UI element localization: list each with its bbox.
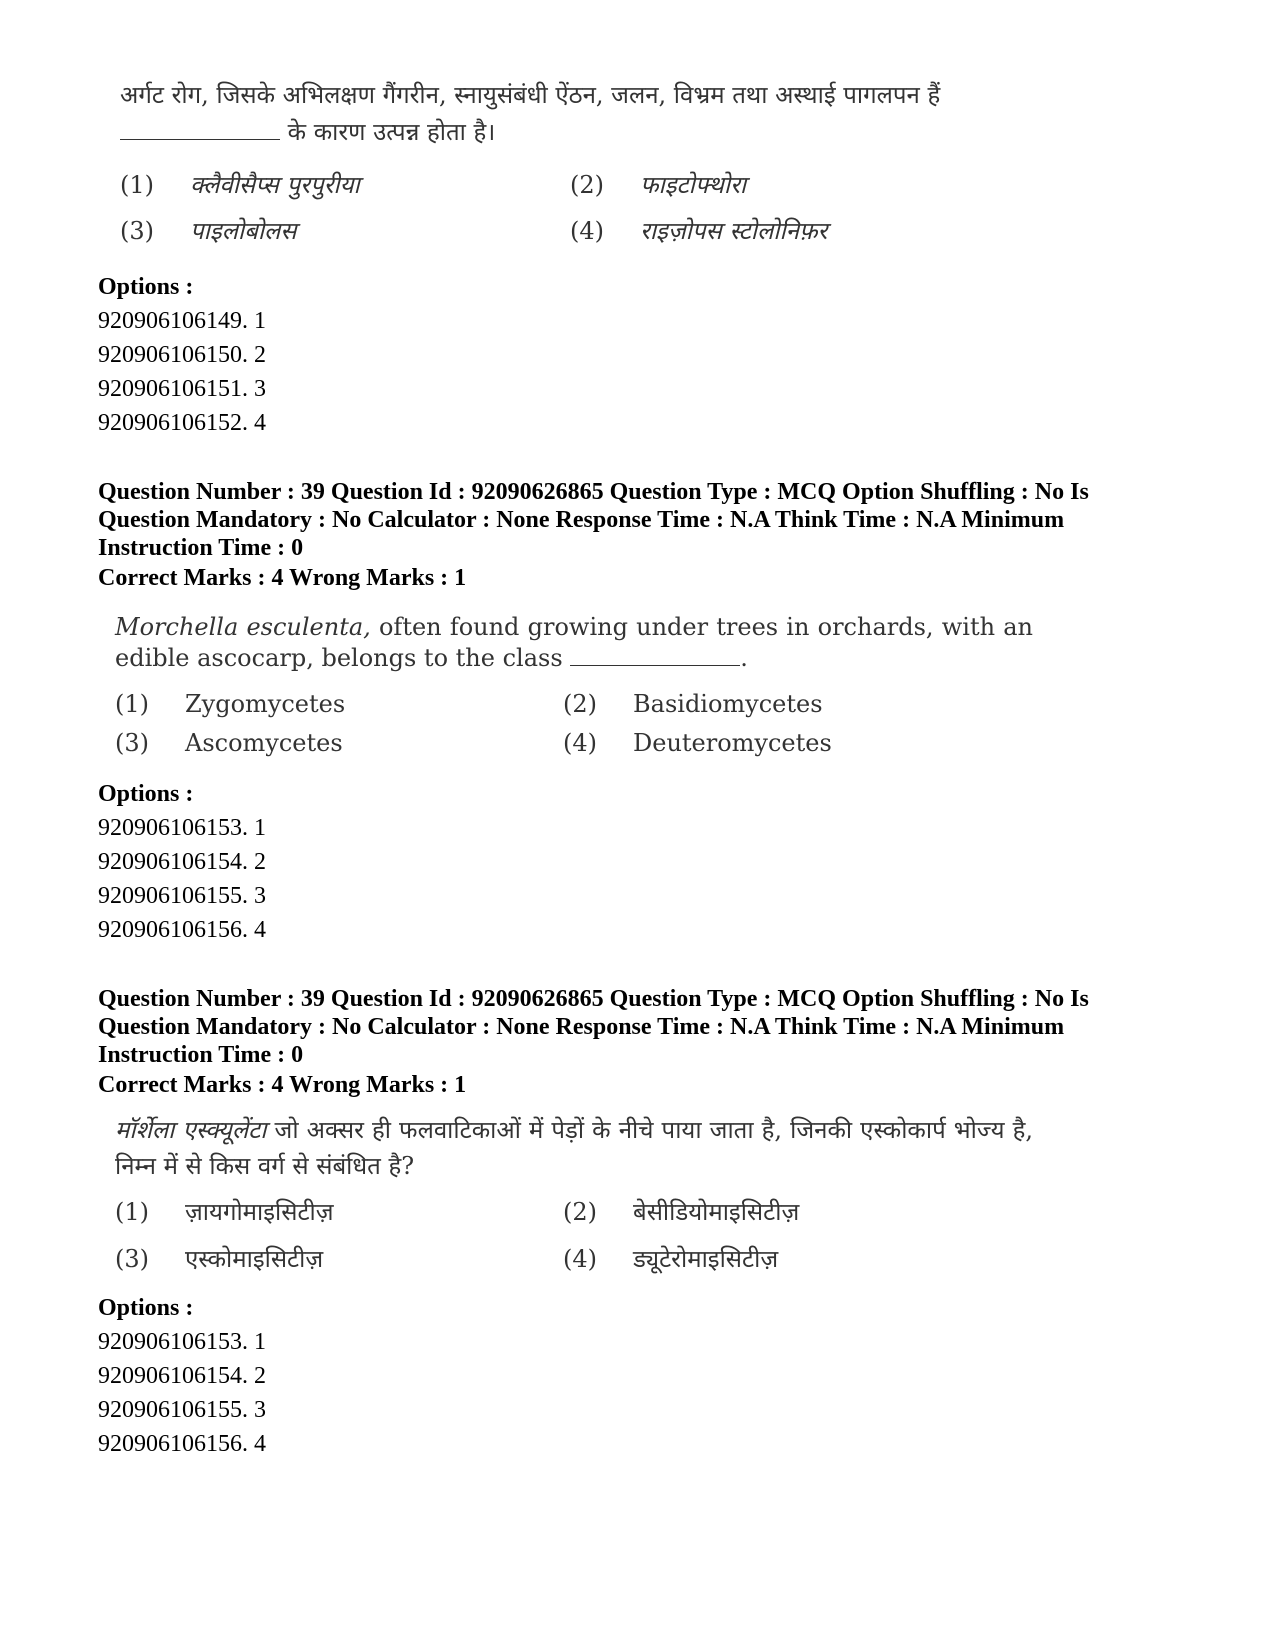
- choice-3: (3) पाइलोबोलस: [120, 217, 297, 245]
- choice-4: (4) ड्यूटेरोमाइसिटीज़: [563, 1245, 779, 1273]
- option-code: 920906106153. 1: [98, 815, 266, 841]
- option-code: 920906106154. 2: [98, 1363, 266, 1389]
- option-code: 920906106152. 4: [98, 410, 266, 436]
- option-code: 920906106155. 3: [98, 883, 266, 909]
- marks-info: Correct Marks : 4 Wrong Marks : 1: [98, 1072, 467, 1098]
- answer-blank: [120, 139, 280, 140]
- choice-1: (1) ज़ायगोमाइसिटीज़: [115, 1198, 334, 1226]
- option-codes-list: [98, 777, 266, 947]
- choice-2: (2) बेसीडियोमाइसिटीज़: [563, 1198, 800, 1226]
- options-heading: Options :: [98, 781, 194, 807]
- species-name: Morchella esculenta,: [115, 613, 371, 641]
- question-stem-line1: अर्गट रोग, जिसके अभिलक्षण गैंगरीन, स्नायुसंबंधी ऐंठन, जलन, विभ्रम तथा अस्थाई पागलपन हैं: [120, 81, 941, 109]
- option-codes-list: [98, 1291, 266, 1461]
- option-code: 920906106153. 1: [98, 1329, 266, 1355]
- option-code: 920906106154. 2: [98, 849, 266, 875]
- option-codes-list: [98, 270, 266, 440]
- option-code: 920906106150. 2: [98, 342, 266, 368]
- options-heading: Options :: [98, 274, 194, 300]
- option-code: 920906106151. 3: [98, 376, 266, 402]
- choice-4: (4) Deuteromycetes: [563, 729, 832, 757]
- question-metadata: Question Number : 39 Question Id : 92090626865 Question Type : MCQ Option Shuffling : No Is Question Mandatory : No Calculator : None Response Time : N.A Think Time : N.A Minimum Instruction Time : 0: [98, 479, 1089, 561]
- choice-3: (3) Ascomycetes: [115, 729, 343, 757]
- choice-2: (2) Basidiomycetes: [563, 690, 823, 718]
- choice-1: (1) क्लैवीसैप्स पुरपुरीया: [120, 171, 360, 199]
- question-metadata: Question Number : 39 Question Id : 92090626865 Question Type : MCQ Option Shuffling : No Is Question Mandatory : No Calculator : None Response Time : N.A Think Time : N.A Minimum Instruction Time : 0: [98, 986, 1089, 1068]
- option-code: 920906106156. 4: [98, 1431, 266, 1457]
- choice-1: (1) Zygomycetes: [115, 690, 346, 718]
- option-code: 920906106156. 4: [98, 917, 266, 943]
- question-stem: Morchella esculenta, often found growing under trees in orchards, with an edible ascocarp, belongs to the class .: [115, 613, 1033, 672]
- question-stem-text: जो अक्सर ही फलवाटिकाओं में पेड़ों के नीचे पाया जाता है, जिनकी एस्कोकार्प भोज्य है, निम्न में से किस वर्ग से संबंधित है?: [115, 1116, 1033, 1180]
- choice-3: (3) एस्कोमाइसिटीज़: [115, 1245, 324, 1273]
- question-stem: [115, 1112, 1033, 1184]
- choice-4: (4) राइज़ोपस स्टोलोनिफ़र: [570, 217, 828, 245]
- marks-info: Correct Marks : 4 Wrong Marks : 1: [98, 565, 467, 591]
- option-code: 920906106155. 3: [98, 1397, 266, 1423]
- question-stem-ending: के कारण उत्पन्न होता है।: [287, 118, 496, 146]
- choice-2: (2) फाइटोफ्थोरा: [570, 171, 747, 199]
- answer-blank: [570, 665, 740, 666]
- question-stem-text: often found growing under trees in orchards, with an edible ascocarp, belongs to the class: [115, 613, 1033, 672]
- question-stem-line2: [120, 115, 1060, 149]
- species-name: मॉर्शेला एस्क्यूलेंटा: [115, 1116, 267, 1144]
- options-heading: Options :: [98, 1295, 194, 1321]
- option-code: 920906106149. 1: [98, 308, 266, 334]
